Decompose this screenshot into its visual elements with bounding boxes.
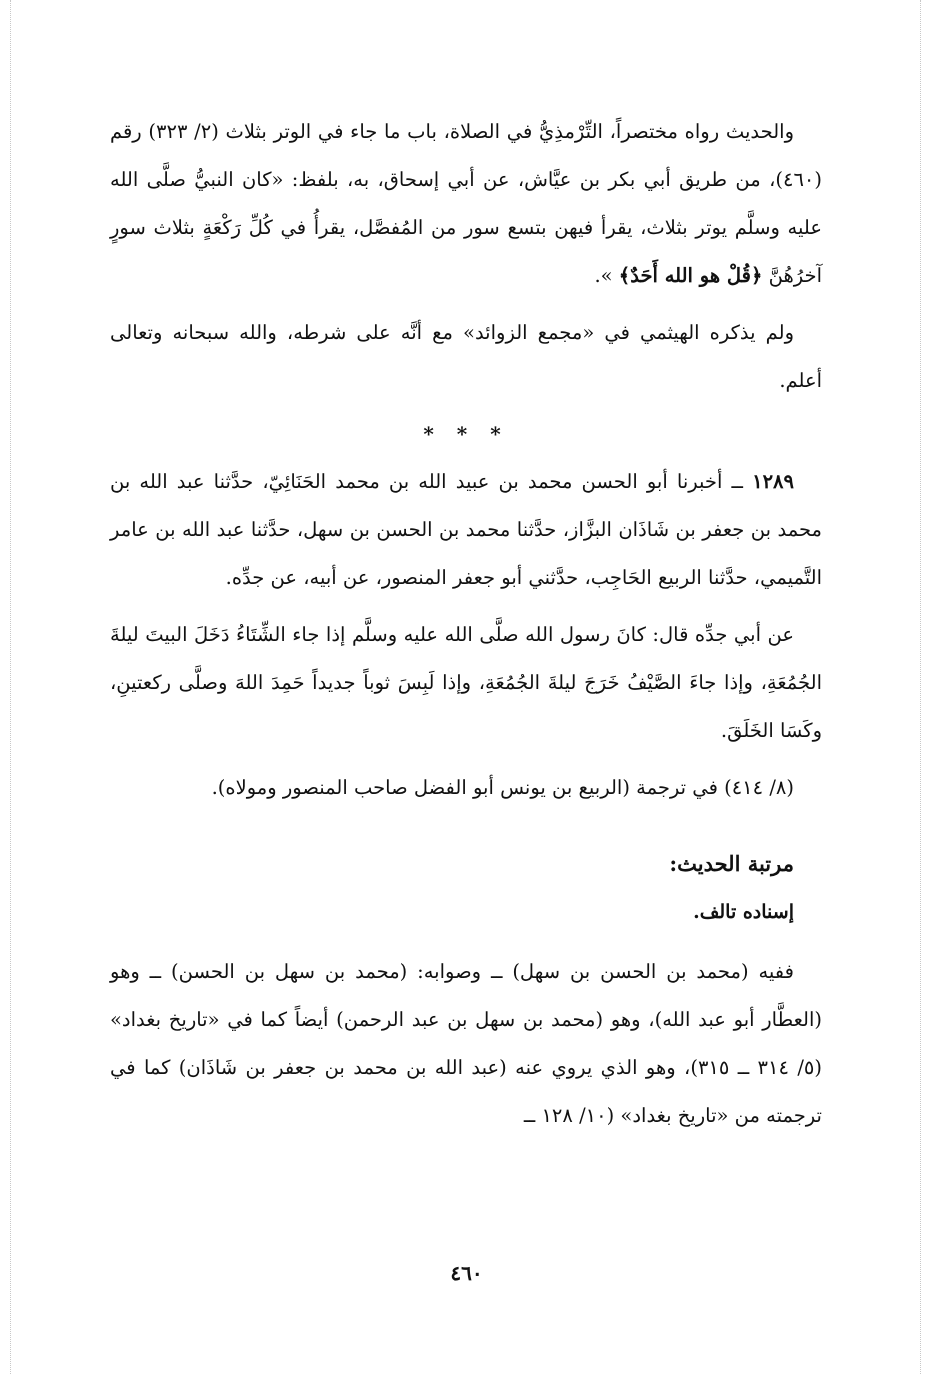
paragraph-hadith-1289-isnad <box>110 458 822 602</box>
paragraph-tirmidhi-narration <box>110 108 822 300</box>
paragraph-grade-explanation: ففيه (محمد بن الحسن بن سهل) ــ وصوابه: (محمد بن سهل بن الحسن) ــ وهو (العطَّار أبو عبد الله)، وهو (محمد بن سهل بن عبد الرحمن) أيضاً كما في «تاريخ بغداد» (٥/ ٣١٤ ــ ٣١٥)، وهو الذي يروي عنه (عبد الله بن محمد بن جعفر بن شَاذَان) كما في ترجمته من «تاريخ بغداد» (١٠/ ١٢٨ ــ <box>110 960 822 1127</box>
scan-edge-right <box>920 0 921 1374</box>
section-heading-hadith-grade: مرتبة الحديث: <box>669 851 794 876</box>
hadith-number: ١٢٨٩ <box>752 470 794 493</box>
paragraph-hadith-matn: عن أبي جدِّه قال: كانَ رسول الله صلَّى الله عليه وسلَّم إذا جاء الشِّتَاءُ دَخَلَ البيتَ ليلةَ الجُمُعَةِ، وإذا جاءَ الصَّيْفُ خَرَجَ ليلةَ الجُمُعَةِ، وإذا لَبِسَ ثوباً جديداً حَمِدَ اللهَ وصلَّى ركعتينِ، وكَسَا الخَلَقَ. <box>110 623 822 742</box>
isnad-text: ــ أخبرنا أبو الحسن محمد بن عبيد الله بن محمد الحَنَائِيّ، حدَّثنا عبد الله بن محمد بن جعفر بن شَاذَان البزَّاز، حدَّثنا محمد بن الحسن بن سهل، حدَّثنا عبد الله بن عامر التَّميمي، حدَّثنا الربيع الحَاجِب، حدَّثني أبو جعفر المنصور، عن أبيه، عن جدِّه. <box>110 470 822 589</box>
scan-edge-left <box>10 0 11 1374</box>
paragraph-source-reference: (٨/ ٤١٤) في ترجمة (الربيع بن يونس أبو الفضل صاحب المنصور ومولاه). <box>211 776 794 799</box>
hadith-grade-verdict: إسناده تالف. <box>693 901 794 923</box>
paragraph-closing-quote: ». <box>594 264 613 287</box>
quran-verse: ﴿قُلْ هو الله أَحَدٌ﴾ <box>618 264 763 287</box>
paragraph-haythami-note: ولم يذكره الهيثمي في «مجمع الزوائد» مع أنَّه على شرطه، والله سبحانه وتعالى أعلم. <box>110 321 822 392</box>
paragraph-text: والحديث رواه مختصراً، التِّرْمذِيُّ في الصلاة، باب ما جاء في الوتر بثلاث (٢/ ٣٢٣) رقم (٤٦٠)، من طريق أبي بكر بن عيَّاش، عن أبي إسحاق، به، بلفظ: «كان النبيُّ صلَّى الله عليه وسلَّم يوتر بثلاث، يقرأ فيهن بتسع سور من المُفصَّل، يقرأُ في كُلِّ رَكْعَةٍ بثلاث سورٍ آخرُهُنَّ <box>110 120 822 287</box>
document-page <box>110 108 822 1149</box>
page-number: ٤٦٠ <box>450 1261 483 1285</box>
section-divider-stars: * * * <box>423 422 509 446</box>
